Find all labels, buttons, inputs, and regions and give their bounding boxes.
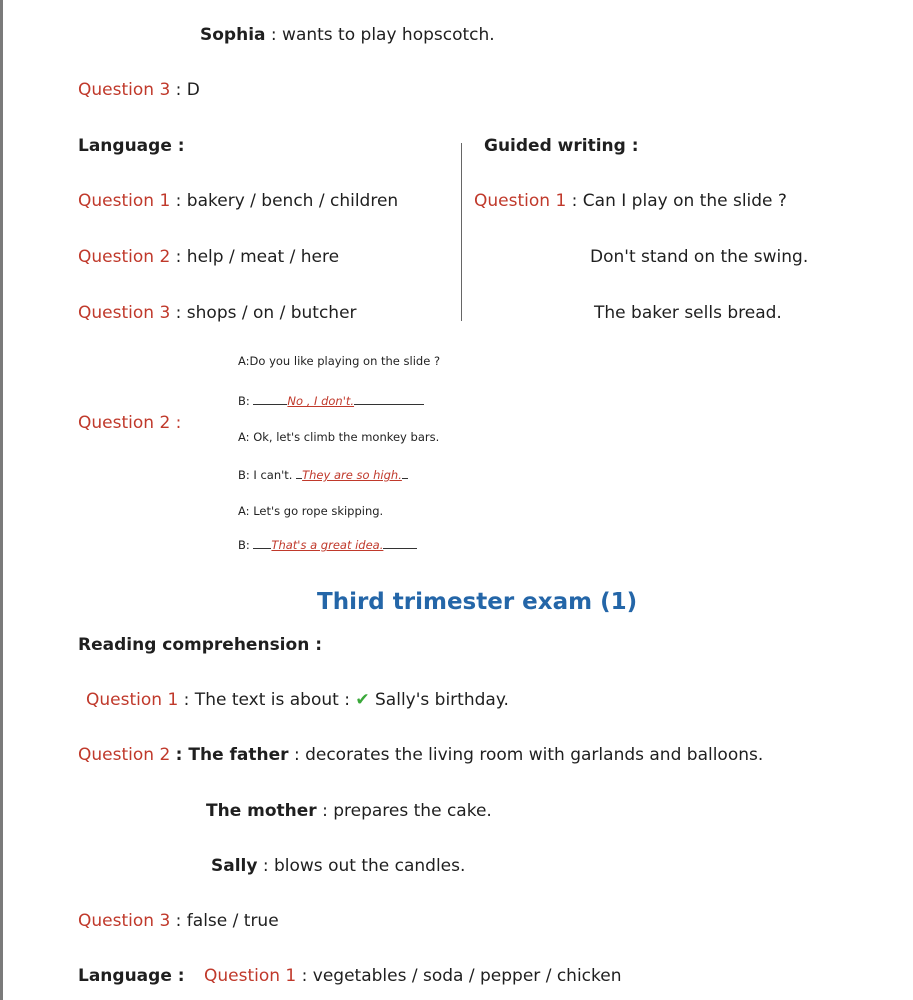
question-3-label: Question 3 (78, 80, 171, 100)
column-divider (461, 143, 462, 321)
reading-q2-father (78, 747, 763, 764)
language-q1 (78, 193, 398, 210)
dialogue-line-5: A: Let's go rope skipping. (238, 504, 384, 518)
language-q3 (78, 305, 357, 322)
guided-q1 (474, 193, 787, 210)
dialogue-line-4-answer: They are so high. (302, 468, 402, 482)
dialogue-line-6 (238, 540, 417, 552)
guided-q1-label: Question 1 (474, 191, 567, 211)
reading-q2-mother (206, 803, 492, 820)
dialogue-line-3: A: Ok, let's climb the monkey bars. (238, 430, 440, 444)
father-name: : The father (175, 745, 289, 765)
dialogue-line-4-prefix: B: I can't. (238, 468, 293, 482)
sally-text: : blows out the candles. (262, 856, 466, 876)
reading-q1-text: : The text is about : (183, 690, 350, 710)
sophia-name: Sophia (200, 25, 266, 45)
language-q3-label: Question 3 (78, 303, 171, 323)
sally-name: Sally (211, 856, 258, 876)
reading-q3 (78, 913, 279, 930)
language-q1-label: Question 1 (78, 191, 171, 211)
reading-q2-sally (211, 858, 465, 875)
exam-title: Third trimester exam (1) (317, 589, 638, 615)
dialogue-line-4 (238, 470, 408, 482)
language-q2-label: Question 2 (78, 247, 171, 267)
dialogue-line-2 (238, 396, 424, 408)
mother-name: The mother (206, 801, 317, 821)
dialogue-line-6-prefix: B: (238, 538, 250, 552)
reading-q1 (86, 692, 509, 709)
reading-q1-label: Question 1 (86, 690, 179, 710)
blank-line (354, 404, 424, 405)
guided-writing-heading: Guided writing : (484, 136, 639, 156)
reading-heading: Reading comprehension : (78, 635, 323, 655)
guided-line-2: Don't stand on the swing. (590, 247, 809, 267)
blank-line (253, 404, 287, 405)
sophia-line (200, 27, 495, 44)
guided-line-3: The baker sells bread. (594, 303, 782, 323)
dialogue-line-1: A:Do you like playing on the slide ? (238, 354, 441, 368)
blank-line (383, 548, 417, 549)
language-q3-answer: : shops / on / butcher (175, 303, 357, 323)
check-mark-icon: ✔ (355, 690, 370, 710)
bottom-language-label: Language : (78, 966, 185, 986)
dialogue-line-2-prefix: B: (238, 394, 250, 408)
language-q2-answer: : help / meat / here (175, 247, 340, 267)
dialogue-line-2-answer: No , I don't. (287, 394, 355, 408)
language-q2 (78, 249, 339, 266)
blank-line (253, 548, 271, 549)
language-q1-answer: : bakery / bench / children (175, 191, 399, 211)
bottom-q1-label: Question 1 (203, 966, 297, 986)
father-text: : decorates the living room with garlands and balloons. (293, 745, 764, 765)
guided-q1-answer: : Can I play on the slide ? (571, 191, 787, 211)
bottom-q1-answer: : vegetables / soda / pepper / chicken (301, 966, 622, 986)
dialogue-question-label: Question 2 : (78, 413, 182, 433)
question-3-answer: : D (175, 80, 200, 100)
language-heading: Language : (78, 136, 185, 156)
reading-q2-label: Question 2 (78, 745, 171, 765)
page-left-border (0, 0, 3, 1000)
question-3-line (78, 82, 200, 99)
bottom-language-line (78, 968, 622, 985)
mother-text: : prepares the cake. (322, 801, 492, 821)
dialogue-line-6-answer: That's a great idea. (271, 538, 384, 552)
reading-q3-answer: : false / true (175, 911, 279, 931)
blank-line (402, 478, 408, 479)
sophia-text: : wants to play hopscotch. (270, 25, 495, 45)
reading-q3-label: Question 3 (78, 911, 171, 931)
reading-q1-answer: Sally's birthday. (375, 690, 509, 710)
